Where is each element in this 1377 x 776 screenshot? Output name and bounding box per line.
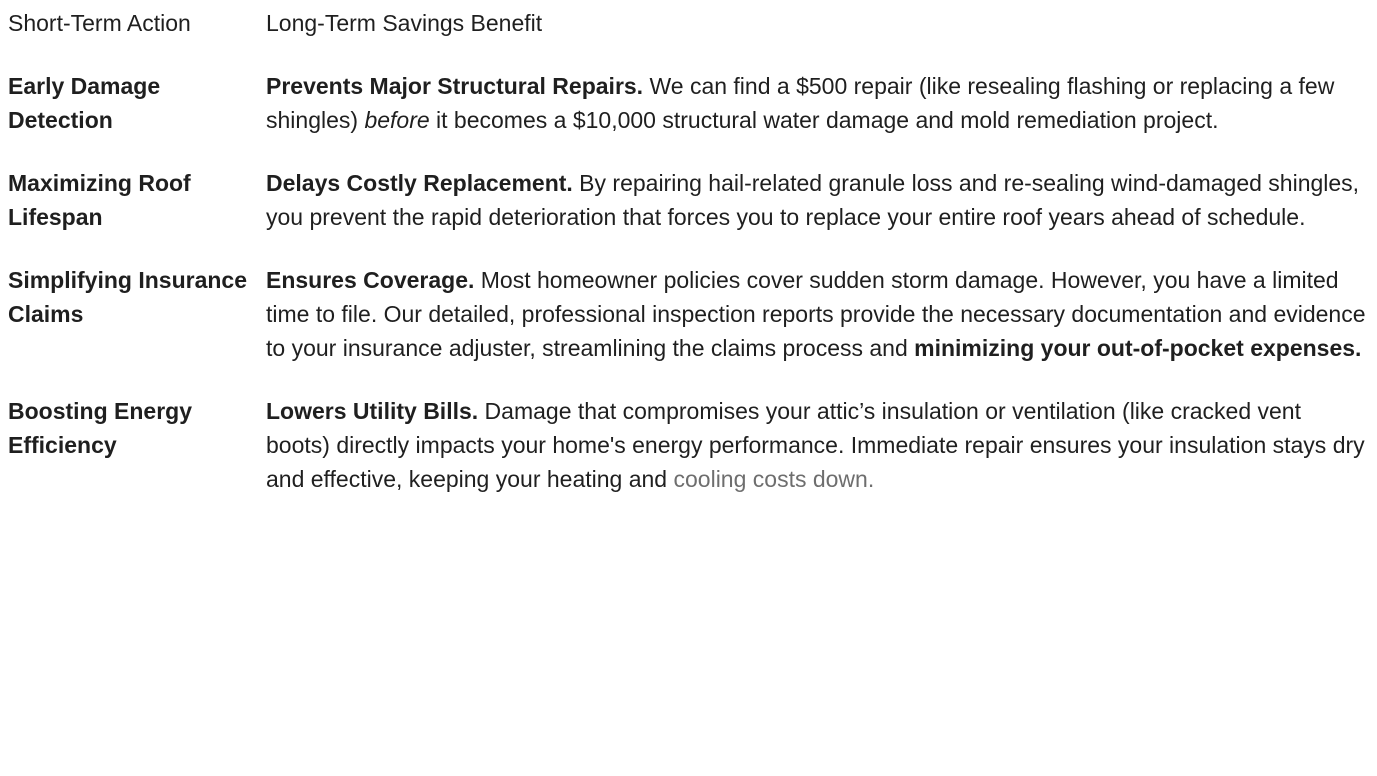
table-row [8, 394, 1370, 525]
header-long-term-savings-benefit: Long-Term Savings Benefit [266, 10, 543, 36]
benefit-text: Damage that compromises your attic’s insulation or ventilation (like cracked vent boots) directly impacts your home's energy performance. Immediate repair ensures your insulation stays dry and effective, keeping your heating and [266, 398, 1365, 492]
benefit-cell [266, 263, 1370, 394]
benefit-cell [266, 394, 1370, 525]
benefit-text: By repairing hail-related granule loss and re-sealing wind-damaged shingles, you prevent the rapid deterioration that forces you to replace your entire roof years ahead of schedule. [266, 170, 1360, 230]
header-short-term-action: Short-Term Action [8, 10, 191, 36]
action-cell: Simplifying Insurance Claims [8, 267, 247, 327]
benefit-bold-emphasis: minimizing your out-of-pocket expenses. [914, 335, 1362, 361]
benefit-title: Prevents Major Structural Repairs. [266, 73, 644, 99]
benefit-text: Most homeowner policies cover sudden storm damage. However, you have a limited time to file. Our detailed, professional inspection reports provide the necessary documentation and evidence to your insurance adjuster, streamlining the claims process and [266, 267, 1366, 361]
table-header [8, 6, 1370, 69]
table-header-row [8, 6, 1370, 69]
table-row [8, 69, 1370, 166]
table-row [8, 263, 1370, 394]
benefit-italic-text: before [364, 107, 430, 133]
action-cell: Boosting Energy Efficiency [8, 398, 193, 458]
savings-benefits-table [8, 6, 1370, 525]
benefit-faded-text: cooling costs down. [673, 466, 875, 492]
action-cell: Maximizing Roof Lifespan [8, 170, 191, 230]
action-cell: Early Damage Detection [8, 73, 161, 133]
benefit-text: We can find a $500 repair (like resealing flashing or replacing a few shingles) [266, 73, 1335, 133]
benefit-cell [266, 69, 1370, 166]
benefit-title: Delays Costly Replacement. [266, 170, 573, 196]
benefit-text: it becomes a $10,000 structural water damage and mold remediation project. [429, 107, 1219, 133]
benefit-title: Lowers Utility Bills. [266, 398, 479, 424]
benefit-title: Ensures Coverage. [266, 267, 475, 293]
benefit-cell [266, 166, 1370, 263]
table-body [8, 69, 1370, 525]
table-row [8, 166, 1370, 263]
